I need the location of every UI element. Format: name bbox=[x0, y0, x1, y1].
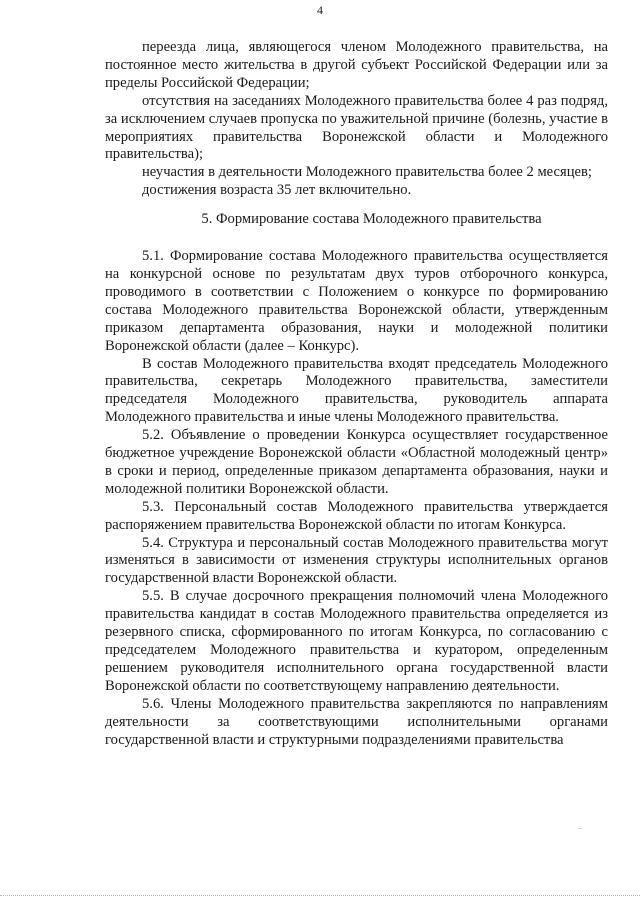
document-body bbox=[105, 39, 608, 749]
page-number: 4 bbox=[317, 3, 323, 17]
paragraph-5-6: 5.6. Члены Молодежного правительства закрепляются по направлениям деятельности за соответствующими исполнительными органами государственной власти и структурными подразделениями правительства bbox=[105, 695, 608, 748]
section-heading: 5. Формирование состава Молодежного правительства bbox=[201, 211, 542, 228]
paragraph-relocation: переезда лица, являющегося членом Молодежного правительства, на постоянное место жительства в другой субъект Российской Федерации или за пределы Российской Федерации; bbox=[105, 39, 608, 91]
scan-artifact bbox=[578, 828, 582, 829]
paragraph-5-3: 5.3. Персональный состав Молодежного правительства утверждается распоряжением правительства Воронежской области по итогам Конкурса. bbox=[105, 498, 608, 533]
paragraph-5-2: 5.2. Объявление о проведении Конкурса осуществляет государственное бюджетное учреждение Воронежской области «Областной молодежный центр» в сроки и период, определенные приказом департамента образования, науки и молодежной политики Воронежской области. bbox=[105, 427, 608, 497]
paragraph-age-limit: достижения возраста 35 лет включительно. bbox=[142, 182, 412, 199]
paragraph-5-5: 5.5. В случае досрочного прекращения полномочий члена Молодежного правительства кандидат в состав Молодежного правительства определяется из резервного списка, сформированного по итогам Конкурса, по согласованию с председателем Молодежного правительства и куратором, определенным решением руководителя исполнительного органа государственной власти Воронежской области по соответствующему направлению деятельности. bbox=[105, 588, 608, 694]
paragraph-5-4: 5.4. Структура и персональный состав Молодежного правительства могут изменяться в зависимости от изменения структуры исполнительных органов государственной власти Воронежской области. bbox=[105, 534, 608, 587]
paragraph-absence: отсутствия на заседаниях Молодежного правительства более 4 раз подряд, за исключением случаев пропуска по уважительной причине (болезнь, участие в мероприятиях правительства Воронежской области и Молодежного правительства); bbox=[105, 92, 608, 163]
paragraph-5-1: 5.1. Формирование состава Молодежного правительства осуществляется на конкурсной основе по результатам двух туров отборочного конкурса, проводимого в соответствии с Положением о конкурсе по формированию состава Молодежного правительства Воронежской области, утвержденным приказом департамента образования, науки и молодежной политики Воронежской области (далее – Конкурс). bbox=[105, 248, 608, 354]
paragraph-composition: В состав Молодежного правительства входят председатель Молодежного правительства, секретарь Молодежного правительства, заместители председателя Молодежного правительства, руководитель аппарата Молодежного правительства и иные члены Молодежного правительства. bbox=[105, 355, 608, 426]
paragraph-non-participation: неучастия в деятельности Молодежного правительства более 2 месяцев; bbox=[142, 164, 592, 181]
page-bottom-edge bbox=[0, 895, 640, 897]
